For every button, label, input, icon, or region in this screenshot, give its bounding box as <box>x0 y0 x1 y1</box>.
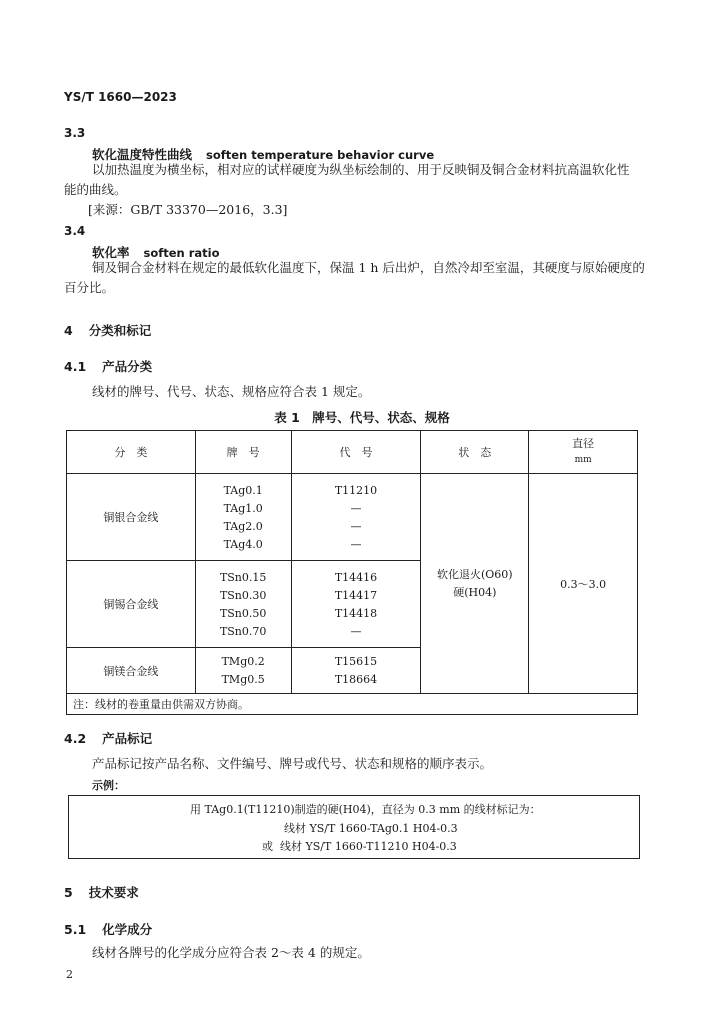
code-value: — <box>350 502 362 515</box>
grade-value: TSn0.30 <box>219 589 267 602</box>
example-line-3-prefix: 或 <box>262 840 273 853</box>
table-1-caption: 表 1 牌号、代号、状态、规格 <box>274 410 450 425</box>
category-cell: 铜银合金线 <box>67 474 196 561</box>
example-line-3-text: 线材 YS/T 1660-T11210 H04-0.3 <box>280 840 457 853</box>
section-title: 产品分类 <box>102 359 153 374</box>
grade-value: TSn0.15 <box>219 571 267 584</box>
code-cell <box>291 648 421 694</box>
category-cell: 铜镁合金线 <box>67 648 196 694</box>
category-cell: 铜锡合金线 <box>67 561 196 648</box>
header-category: 分 类 <box>67 431 196 474</box>
grade-cell <box>195 561 291 648</box>
header-diameter-label: 直径 <box>572 437 595 450</box>
clause-3-3-source: [来源：GB/T 33370—2016，3.3] <box>88 202 288 217</box>
section-number: 4.1 <box>64 359 87 374</box>
section-number: 5 <box>64 885 73 900</box>
grade-value: TSn0.50 <box>219 607 267 620</box>
table-1 <box>66 430 638 715</box>
clause-3-3-definition-line2: 能的曲线。 <box>64 182 127 197</box>
grade-value: TAg4.0 <box>223 538 263 551</box>
clause-3-3-number: 3.3 <box>64 126 86 140</box>
code-value: T14417 <box>334 589 378 602</box>
grade-value: TAg0.1 <box>223 484 263 497</box>
clause-3-4-definition-line1: 铜及铜合金材料在规定的最低软化温度下，保温 1 h 后出炉，自然冷却至室温，其硬度与原始硬度的 <box>92 260 645 275</box>
section-title: 化学成分 <box>102 922 153 937</box>
page-number: 2 <box>66 968 73 981</box>
code-cell <box>291 561 421 648</box>
term-cn: 软化率 <box>92 245 130 260</box>
code-value: — <box>350 538 362 551</box>
table-note-row <box>67 694 638 715</box>
code-value: T15615 <box>334 654 378 668</box>
diameter-cell: 0.3～3.0 <box>529 474 638 694</box>
section-4-1-body: 线材的牌号、代号、状态、规格应符合表 1 规定。 <box>92 384 371 399</box>
example-line-2: 线材 YS/T 1660-TAg0.1 H04-0.3 <box>284 822 458 835</box>
code-value: T14416 <box>334 571 378 584</box>
table-note: 注：线材的卷重量由供需双方协商。 <box>67 694 638 715</box>
header-temper: 状 态 <box>421 431 529 474</box>
section-4-2-body: 产品标记按产品名称、文件编号、牌号或代号、状态和规格的顺序表示。 <box>92 756 493 771</box>
section-title: 技术要求 <box>88 885 139 900</box>
section-number: 4 <box>64 323 73 338</box>
temper-value: 硬(H04) <box>453 585 497 599</box>
code-value: T14418 <box>334 607 378 620</box>
grade-value: TMg0.2 <box>221 654 265 668</box>
example-line-1: 用 TAg0.1(T11210)制造的硬(H04)，直径为 0.3 mm 的线材标记为： <box>190 803 541 816</box>
grade-cell <box>195 648 291 694</box>
section-5-1-heading <box>64 920 152 938</box>
section-4-heading <box>64 321 151 339</box>
clause-3-3-definition-line1: 以加热温度为横坐标，相对应的试样硬度为纵坐标绘制的、用于反映铜及铜合金材料抗高温软化性 <box>92 162 630 177</box>
section-title: 产品标记 <box>102 731 153 746</box>
term-en: soften ratio <box>143 246 220 260</box>
section-number: 5.1 <box>64 922 87 937</box>
table-row-group-ag <box>67 474 638 561</box>
temper-value: 软化退火(O60) <box>436 567 513 581</box>
table-header-row <box>67 431 638 474</box>
section-title: 分类和标记 <box>88 323 152 338</box>
standard-number-header: YS/T 1660—2023 <box>64 90 177 104</box>
term-cn: 软化温度特性曲线 <box>92 147 193 162</box>
code-value: — <box>350 625 362 638</box>
grade-value: TMg0.5 <box>221 672 265 686</box>
grade-cell <box>195 474 291 561</box>
header-grade: 牌 号 <box>195 431 291 474</box>
section-5-heading <box>64 883 139 901</box>
code-value: — <box>350 520 362 533</box>
section-4-2-heading <box>64 729 152 747</box>
section-4-1-heading <box>64 357 152 375</box>
clause-3-4-definition-line2: 百分比。 <box>64 280 115 295</box>
grade-value: TAg1.0 <box>223 502 263 515</box>
code-cell <box>291 474 421 561</box>
clause-3-4-number: 3.4 <box>64 224 86 238</box>
header-code: 代 号 <box>291 431 421 474</box>
section-number: 4.2 <box>64 731 87 746</box>
code-value: T18664 <box>334 672 378 686</box>
example-line-3 <box>262 838 457 854</box>
temper-cell <box>421 474 529 694</box>
code-value: T11210 <box>334 484 378 497</box>
section-5-1-body: 线材各牌号的化学成分应符合表 2～表 4 的规定。 <box>92 945 370 960</box>
grade-value: TAg2.0 <box>223 520 263 533</box>
grade-value: TSn0.70 <box>219 625 267 638</box>
header-diameter-unit: mm <box>574 455 592 465</box>
example-label: 示例： <box>92 779 125 792</box>
header-diameter <box>529 431 638 474</box>
term-en: soften temperature behavior curve <box>206 148 435 162</box>
